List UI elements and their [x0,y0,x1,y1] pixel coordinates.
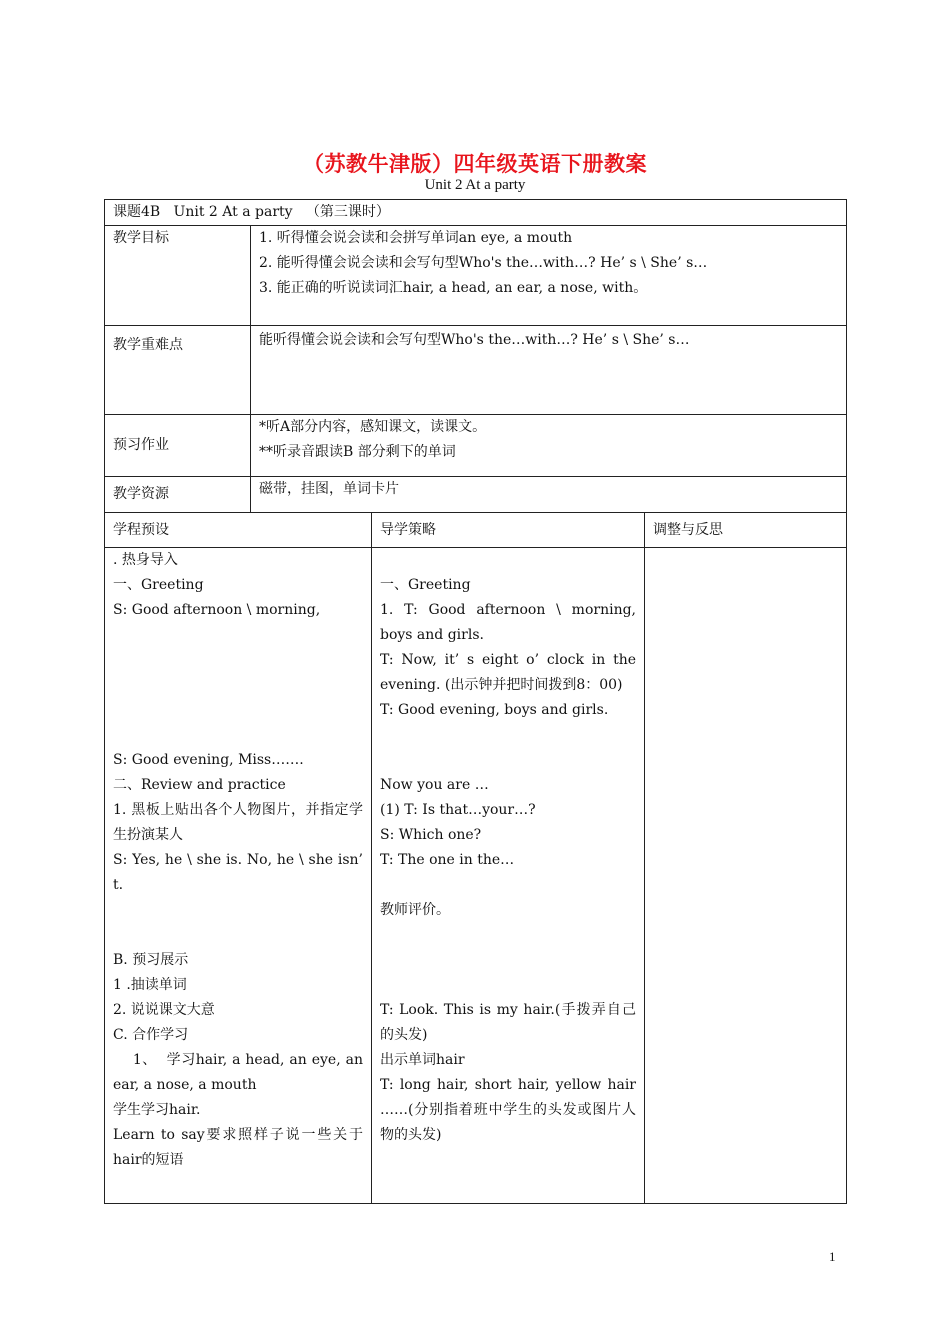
text-line: 2. 说说课文大意 [113,1002,215,1018]
text-line: 一、Greeting [113,577,204,593]
preview-content [251,415,847,477]
text-paragraph: Learn to say要求照样子说一些关于hair的短语 [113,1127,363,1168]
objective-line: 3. 能正确的听说读词汇hair, a head, an ear, a nose, with。 [259,280,648,296]
preview-line: **听录音跟读B 部分剩下的单词 [259,444,456,460]
page-subtitle: Unit 2 At a party [424,177,526,193]
text-line: 二、Review and practice [113,777,286,793]
text-line: C. 合作学习 [113,1027,189,1043]
resources-label: 教学资源 [105,477,251,513]
text-paragraph: 教师评价。 [380,902,450,918]
text-line: 1 .抽读单词 [113,977,187,993]
preview-line: *听A部分内容，感知课文，读课文。 [259,419,487,435]
text-paragraph: T: The one in the… [380,852,515,868]
column-header-plan: 学程预设 [105,513,372,548]
page-title: （苏教牛津版）四年级英语下册教案 [303,151,647,176]
objective-line: 2. 能听得懂会说会读和会写句型Who's the…with…? He’ s \ She’ s… [259,255,708,271]
text-line: S: Good afternoon \ morning, [113,602,321,618]
text-paragraph: T: Look. This is my hair.(手拨弄自己的头发) [380,1002,636,1043]
objectives-label: 教学目标 [105,226,251,326]
text-line: S: Good evening, Miss……. [113,752,304,768]
text-paragraph: 学生学习hair. [113,1102,201,1118]
text-paragraph: 一、Greeting [380,577,471,593]
reflection-column-content [645,548,847,1204]
column-header-strategy: 导学策略 [372,513,645,548]
text-paragraph: 1. 黑板上贴出各个人物图片，并指定学生扮演某人 [113,802,363,843]
text-paragraph: T: Now, it’ s eight o’ clock in the evening. (出示钟并把时间拨到8：00) [380,652,636,693]
text-paragraph: (1) T: Is that…your…? [380,802,536,818]
column-header-reflection: 调整与反思 [645,513,847,548]
objective-line: 1. 听得懂会说会读和会拼写单词an eye, a mouth [259,230,573,246]
plan-column-content [105,548,372,1204]
text-paragraph: 1、 学习hair, a head, an eye, an ear, a nose, a mouth [113,1052,368,1093]
text-paragraph: 出示单词hair [380,1052,465,1068]
text-paragraph: T: long hair, short hair, yellow hair ……(分别指着班中学生的头发或图片人物的头发) [380,1077,636,1143]
text-line: . 热身导入 [113,552,178,568]
text-paragraph: S: Yes, he \ she is. No, he \ she isn’ t. [113,852,363,893]
text-line: B. 预习展示 [113,952,189,968]
page-number: 1 [829,1249,836,1264]
text-paragraph: T: Good evening, boys and girls. [380,702,609,718]
lesson-topic: 课题4B Unit 2 At a party （第三课时） [105,200,847,226]
text-paragraph: 1. T: Good afternoon \ morning, boys and girls. [380,602,636,643]
preview-label: 预习作业 [105,415,251,477]
objectives-content [251,226,847,326]
key-points-label: 教学重难点 [105,326,251,415]
lesson-plan-table [104,199,847,1204]
strategy-column-content [372,548,645,1204]
text-paragraph: S: Which one? [380,827,482,843]
text-paragraph: Now you are … [380,777,489,793]
key-points-content: 能听得懂会说会读和会写句型Who's the…with…? He’ s \ She’ s… [251,326,847,415]
resources-content: 磁带，挂图，单词卡片 [251,477,847,513]
